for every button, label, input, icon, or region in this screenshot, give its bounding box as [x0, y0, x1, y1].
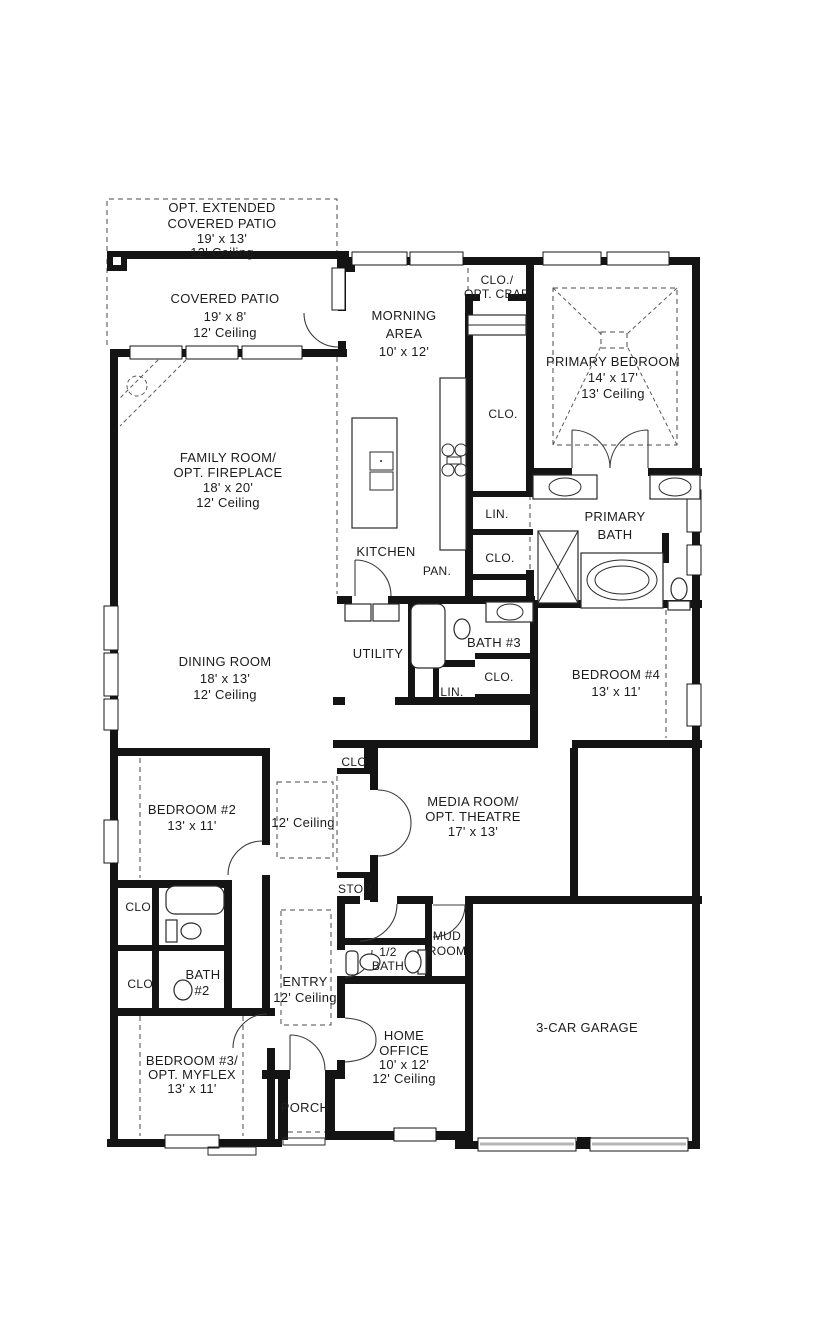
clo-cbar-label: CLO./: [480, 273, 514, 287]
kitchen-label: KITCHEN: [356, 544, 416, 559]
garage-label: 3-CAR GARAGE: [536, 1020, 638, 1035]
opt-patio-label: OPT. EXTENDED: [168, 200, 276, 215]
media-room-label: OPT. THEATRE: [425, 809, 521, 824]
bedroom4-label: BEDROOM #4: [571, 667, 661, 682]
hall-closet-label: CLO.: [341, 755, 371, 769]
morning-area-dims: 10' x 12': [378, 344, 430, 359]
primary-bedroom-ceiling: 13' Ceiling: [581, 386, 645, 401]
media-room-dims: 17' x 13': [447, 824, 499, 839]
primary-bath-label: BATH: [597, 527, 633, 542]
pantry-label: PAN.: [422, 564, 452, 578]
home-office-label: OFFICE: [379, 1043, 429, 1058]
mud-room-label: MUD: [432, 929, 462, 943]
closet-label: CLO.: [127, 977, 157, 991]
bedroom2-dims: 13' x 11': [167, 818, 217, 833]
covered-patio-label: COVERED PATIO: [170, 291, 280, 306]
family-room-dims: 18' x 20': [202, 480, 254, 495]
kitchen-counter: [440, 378, 467, 550]
entry-label: ENTRY: [282, 974, 328, 989]
bedroom3-dims: 13' x 11': [167, 1081, 217, 1096]
bedroom4-dims: 13' x 11': [591, 684, 641, 699]
primary-bedroom-label: PRIMARY BEDROOM: [545, 354, 681, 369]
closet-label: CLO.: [125, 900, 155, 914]
kitchen-island: [352, 418, 397, 528]
primary-bedroom-dims: 14' x 17': [587, 370, 639, 385]
half-bath-label: 1/2: [379, 945, 397, 959]
primary-shower: [538, 531, 578, 603]
home-office-ceiling: 12' Ceiling: [372, 1071, 436, 1086]
linen2-label: LIN.: [440, 685, 464, 699]
primary-closet-label: CLO.: [488, 407, 518, 421]
utility-label: UTILITY: [352, 646, 404, 661]
family-room-label: FAMILY ROOM/: [179, 450, 277, 465]
family-room-label: OPT. FIREPLACE: [173, 465, 283, 480]
cbar-cabinet: [468, 315, 526, 335]
home-office-dims: 10' x 12': [378, 1057, 430, 1072]
bath3-label: BATH #3: [467, 635, 521, 650]
primary-tub: [581, 553, 663, 608]
porch-label: PORCH: [280, 1100, 330, 1115]
bedroom3-label: BEDROOM #3/: [145, 1053, 239, 1068]
home-office-label: HOME: [383, 1028, 425, 1043]
entry-ceiling: 12' Ceiling: [273, 990, 337, 1005]
morning-area-label: MORNING: [371, 308, 437, 323]
media-room-label: MEDIA ROOM/: [427, 794, 519, 809]
family-room-ceiling: 12' Ceiling: [196, 495, 260, 510]
hall-ceiling-label: 12' Ceiling: [271, 815, 335, 830]
closet-label: CLO.: [485, 551, 515, 565]
linen-label: LIN.: [485, 507, 509, 521]
dining-room-dims: 18' x 13': [199, 671, 251, 686]
covered-patio-dims: 19' x 8': [203, 309, 247, 324]
bedroom2-label: BEDROOM #2: [147, 802, 237, 817]
mud-room-label: ROOM: [427, 944, 467, 958]
morning-area-label: AREA: [385, 326, 423, 341]
opt-patio-ceiling: 12' Ceiling: [190, 245, 254, 260]
half-bath-label: BATH: [371, 959, 405, 973]
bedroom3-label: OPT. MYFLEX: [148, 1067, 236, 1082]
bath2-label: #2: [194, 983, 210, 998]
clo-cbar-label: OPT. CBAR: [463, 287, 531, 301]
bath2-label: BATH: [185, 967, 221, 982]
closet-label: CLO.: [484, 670, 514, 684]
primary-bath-label: PRIMARY: [584, 509, 646, 524]
covered-patio-ceiling: 12' Ceiling: [193, 325, 257, 340]
opt-patio-dims: 19' x 13': [196, 231, 248, 246]
opt-patio-label: COVERED PATIO: [167, 216, 277, 231]
dining-room-ceiling: 12' Ceiling: [193, 687, 257, 702]
storage-label: STOR.: [338, 882, 376, 896]
dining-room-label: DINING ROOM: [178, 654, 272, 669]
